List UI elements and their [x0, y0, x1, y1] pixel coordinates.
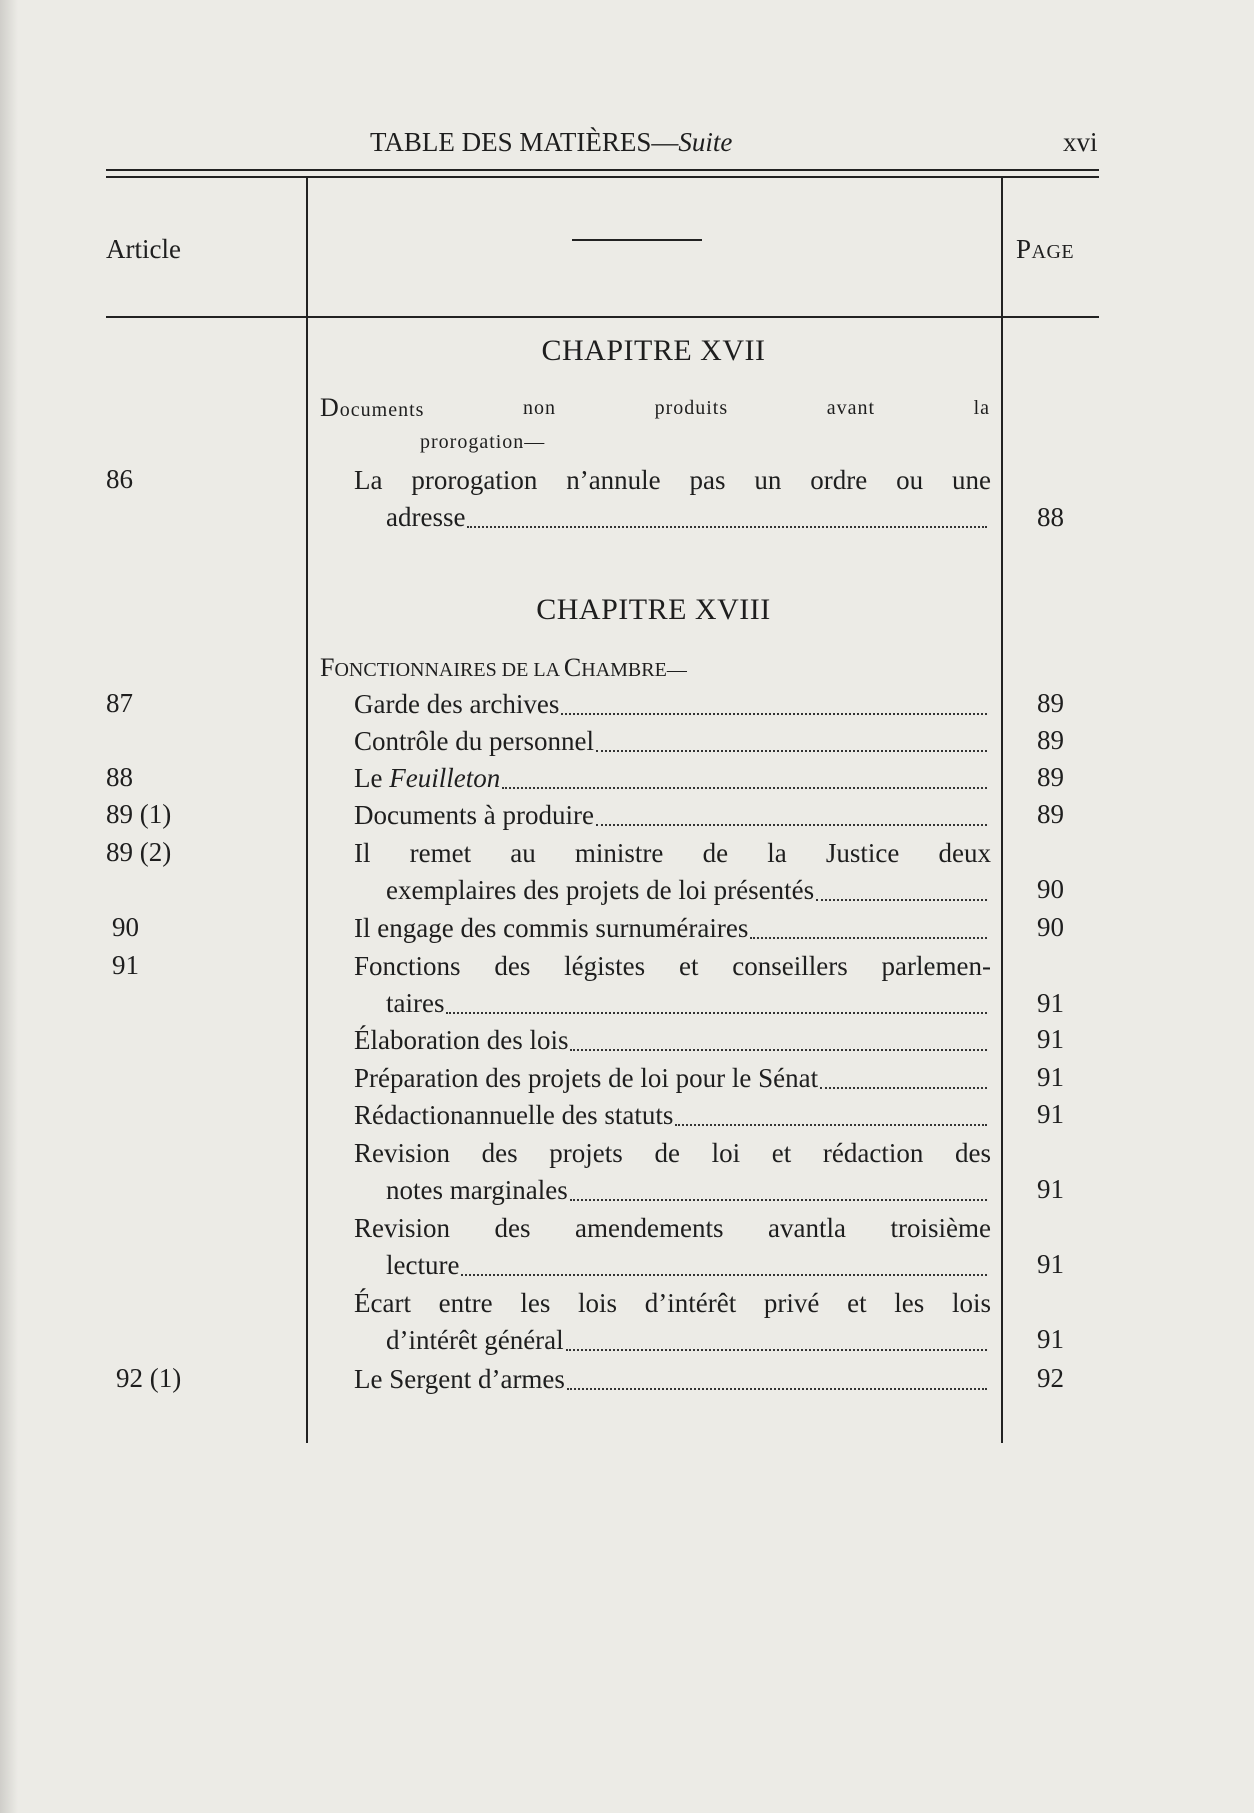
column-divider-right [1001, 178, 1003, 1443]
section-word: la [973, 397, 990, 419]
entry-text: exemplaires des projets de loi présentés [386, 875, 815, 905]
section-initial: C [563, 653, 582, 682]
toc-entry [354, 948, 991, 1022]
entry-text: Documents à produire [354, 800, 594, 830]
article-number: 91 [112, 950, 139, 980]
chapter-title: CHAPITRE XVIII [536, 593, 771, 626]
page-ref: 91 [1037, 1249, 1064, 1279]
dot-leader [596, 824, 987, 826]
dot-leader [502, 787, 987, 789]
page-ref: 89 [1037, 762, 1064, 792]
chapter-title: CHAPITRE XVII [541, 334, 766, 367]
entry-line-with-leader [354, 499, 991, 536]
entry-line-with-leader [354, 797, 991, 834]
dot-leader [567, 1388, 987, 1390]
toc-entry [354, 1060, 991, 1097]
entry-text [354, 760, 500, 797]
toc-entry [354, 723, 991, 760]
page-ref: 91 [1037, 988, 1064, 1018]
page-title [370, 127, 732, 158]
toc-entry [354, 462, 991, 536]
column-header-article: Article [106, 234, 181, 264]
entry-text: taires [386, 988, 445, 1018]
entry-line-with-leader [354, 760, 991, 797]
entry-line-with-leader [354, 1060, 991, 1097]
entry-text-italic: Feuilleton [389, 763, 501, 793]
title-suffix: Suite [678, 127, 733, 157]
article-number: 92 (1) [116, 1363, 182, 1393]
page-header-rest: AGE [1031, 241, 1075, 263]
dot-leader [816, 899, 987, 901]
entry-text: Préparation des projets de loi pour le Sénat [354, 1063, 819, 1093]
page-ref: 91 [1037, 1174, 1064, 1204]
dot-leader [570, 1199, 987, 1201]
dot-leader [566, 1349, 987, 1351]
toc-entry [354, 760, 991, 797]
page-header-initial: P [1016, 234, 1032, 264]
entry-text-prefix: Le [354, 763, 390, 793]
entry-line-with-leader [354, 1247, 991, 1284]
section-word: Documents [320, 393, 425, 422]
column-header-page [1016, 234, 1074, 265]
page-ref: 91 [1037, 1062, 1064, 1092]
section-text: HAMBRE— [581, 659, 687, 681]
toc-entry [354, 1135, 991, 1209]
article-number: 89 (2) [106, 837, 172, 867]
dot-leader [561, 713, 987, 715]
article-number: 88 [106, 762, 133, 792]
entry-text: notes marginales [386, 1175, 568, 1205]
header-rule-bottom [106, 176, 1099, 178]
entry-line-with-leader [354, 1172, 991, 1209]
column-header-rule [106, 316, 1099, 318]
dot-leader [750, 937, 987, 939]
section-word: avant [826, 397, 875, 419]
entry-text: Contrôle du personnel [354, 726, 594, 756]
entry-text: Rédactionannuelle des statuts [354, 1100, 674, 1130]
dot-leader [675, 1124, 987, 1126]
entry-line-with-leader [354, 910, 991, 947]
section-word: non [523, 397, 556, 419]
toc-entry [354, 910, 991, 947]
page-ref: 90 [1037, 912, 1064, 942]
toc-entry [354, 1285, 991, 1359]
entry-line: La prorogation n’annule pas un ordre ou une [354, 465, 991, 495]
entry-line: Fonctions des légistes et conseillers parlemen- [354, 951, 991, 981]
dot-leader [446, 1012, 987, 1014]
dot-leader [570, 1049, 987, 1051]
article-number: 87 [106, 688, 133, 718]
title-main: TABLE DES MATIÈRES— [370, 127, 679, 157]
column-header-subject-rule [572, 239, 702, 241]
entry-text: Il engage des commis surnuméraires [354, 913, 749, 943]
entry-text: adresse [386, 502, 466, 532]
section-initial: F [320, 653, 335, 682]
entry-line-with-leader [354, 1022, 991, 1059]
article-number: 89 (1) [106, 799, 172, 829]
entry-text: d’intérêt général [386, 1325, 564, 1355]
dot-leader [461, 1274, 987, 1276]
entry-line-with-leader [354, 1322, 991, 1359]
page-ref: 91 [1037, 1324, 1064, 1354]
entry-line-with-leader [354, 723, 991, 760]
article-number: 86 [106, 464, 133, 494]
section-heading-continuation: prorogation— [420, 431, 546, 453]
page-ref: 88 [1037, 502, 1064, 532]
entry-line-with-leader [354, 872, 991, 909]
entry-text: Garde des archives [354, 689, 560, 719]
toc-entry [354, 835, 991, 909]
page-ref: 91 [1037, 1099, 1064, 1129]
dot-leader [596, 750, 987, 752]
entry-line-with-leader [354, 1361, 991, 1398]
toc-entry [354, 797, 991, 834]
entry-text: Élaboration des lois [354, 1025, 569, 1055]
page-ref: 89 [1037, 725, 1064, 755]
entry-line: Revision des amendements avantla troisième [354, 1213, 991, 1243]
entry-line-with-leader [354, 1097, 991, 1134]
running-head [0, 123, 1254, 163]
toc-entry [354, 1210, 991, 1284]
entry-line: Écart entre les lois d’intérêt privé et les lois [354, 1288, 991, 1318]
section-heading [320, 652, 990, 686]
entry-line-with-leader [354, 686, 991, 723]
toc-entry [354, 686, 991, 723]
section-word: produits [654, 397, 729, 419]
page-ref: 92 [1037, 1363, 1064, 1393]
section-heading [320, 392, 990, 458]
article-number: 90 [112, 912, 139, 942]
toc-entry [354, 1361, 991, 1398]
toc-entry [354, 1097, 991, 1134]
entry-line: Revision des projets de loi et rédaction des [354, 1138, 991, 1168]
section-heading-words [320, 392, 990, 426]
entry-line-with-leader [354, 985, 991, 1022]
page-ref: 91 [1037, 1024, 1064, 1054]
page-edge-shadow [0, 0, 18, 1813]
entry-text: lecture [386, 1250, 460, 1280]
page-ref: 89 [1037, 688, 1064, 718]
page-ref: 89 [1037, 799, 1064, 829]
header-rule-top [106, 169, 1099, 171]
page-ref: 90 [1037, 874, 1064, 904]
page-number: xvi [1063, 127, 1098, 157]
dot-leader [820, 1087, 987, 1089]
entry-line: Il remet au ministre de la Justice deux [354, 838, 991, 868]
toc-entry [354, 1022, 991, 1059]
section-text: ONCTIONNAIRES DE LA [334, 659, 564, 681]
dot-leader [467, 526, 987, 528]
entry-text: Le Sergent d’armes [354, 1364, 565, 1394]
